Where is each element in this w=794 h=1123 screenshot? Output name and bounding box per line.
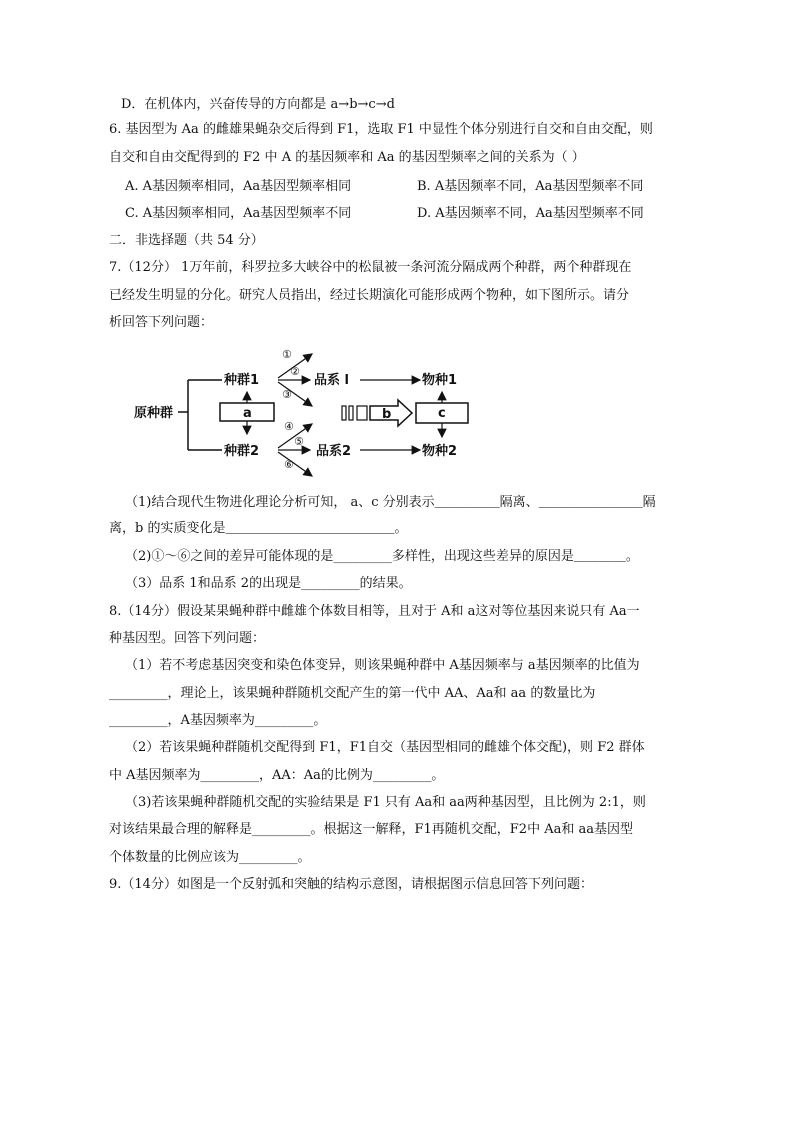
stripe-bar-3 <box>357 406 367 420</box>
q8-stem-line2: 种基因型。回答下列问题： <box>109 631 266 646</box>
speciation-diagram <box>130 340 475 480</box>
box-c-label: c <box>438 406 446 421</box>
q8-part1-line3: _________，A基因频率为_________。 <box>109 713 327 728</box>
mark-1: ① <box>282 348 292 361</box>
mark-6: ⑥ <box>284 458 294 471</box>
q6-option-d: D. A基因频率不同，Aa基因型频率不同 <box>417 206 644 221</box>
q8-part3-line3: 个体数量的比例应该为_________。 <box>109 850 311 865</box>
q8-part1-line2: _________，理论上，该果蝇种群随机交配产生的第一代中 AA、Aa和 aa 的数量比为 <box>109 686 596 701</box>
q8-part3-line1: （3)若该果蝇种群随机交配的实验结果是 F1 只有 Aa和 aa两种基因型，且比例为 2:1，则 <box>125 795 646 810</box>
strain-2-label: 品系2 <box>316 444 352 459</box>
species-1-label: 物种1 <box>422 373 458 388</box>
box-a-label: a <box>243 406 252 421</box>
q8-stem-line1: 8.（14分）假设某果蝇种群中雌雄个体数目相等，且对于 A和 a这对等位基因来说只有 Aa一 <box>109 604 640 619</box>
q6-stem-line1: 6. 基因型为 Aa 的雌雄果蝇杂交后得到 F1，选取 F1 中显性个体分别进行自交和自由交配，则 <box>109 122 653 137</box>
q6-option-c: C. A基因频率相同，Aa基因型频率不同 <box>125 206 352 221</box>
stripe-bar-2 <box>349 406 353 420</box>
q7-stem-line1: 7.（12分） 1万年前，科罗拉多大峡谷中的松鼠被一条河流分隔成两个种群，两个种群现在 <box>109 260 632 275</box>
q6-option-a: A. A基因频率相同，Aa基因型频率相同 <box>125 179 352 194</box>
species-2-label: 物种2 <box>422 444 458 459</box>
stripe-bar-1 <box>342 406 346 420</box>
mark-2: ② <box>290 365 300 378</box>
q6-stem-line2: 自交和自由交配得到的 F2 中 A 的基因频率和 Aa 的基因型频率之间的关系为（ ） <box>109 150 585 165</box>
origin-population-label: 原种群 <box>134 406 174 421</box>
population-2-label: 种群2 <box>224 444 260 459</box>
q8-part2-line2: 中 A基因频率为_________，AA：Aa的比例为_________。 <box>109 768 445 783</box>
origin-bracket <box>178 380 222 450</box>
q9-stem: 9.（14分）如图是一个反射弧和突触的结构示意图，请根据图示信息回答下列问题： <box>109 877 593 892</box>
mark-5: ⑤ <box>294 435 304 448</box>
q7-stem-line2: 已经发生明显的分化。研究人员指出，经过长期演化可能形成两个物种，如下图所示。请分 <box>109 288 630 303</box>
q6-option-b: B. A基因频率不同，Aa基因型频率不同 <box>417 179 644 194</box>
strain-1-label: 品系 l <box>314 373 349 388</box>
population-1-label: 种群1 <box>224 373 260 388</box>
mark-3: ③ <box>282 388 292 401</box>
q7-part1-line2: 离，b 的实质变化是＿＿＿＿＿＿＿＿＿＿＿＿＿。 <box>109 521 408 536</box>
q7-part1-line1: （1)结合现代生物进化理论分析可知， a、c 分别表示＿＿＿＿＿隔离、＿＿＿＿＿＿＿＿隔 <box>125 495 656 510</box>
q7-stem-line3: 析回答下列问题： <box>109 315 214 330</box>
block-arrow-b-label: b <box>382 407 392 422</box>
q7-part3: （3）品系 1和品系 2的出现是_________的结果。 <box>125 576 412 591</box>
q7-part2: （2)①～⑥之间的差异可能体现的是_________多样性，出现这些差异的原因是＿＿＿＿。 <box>125 549 639 564</box>
q8-part3-line2: 对该结果最合理的解释是_________。根据这一解释，F1再随机交配，F2中 Aa和 aa基因型 <box>109 822 633 837</box>
q5-option-d: D．在机体内，兴奋传导的方向都是 a→b→c→d <box>121 97 395 112</box>
section-heading: 二．非选择题（共 54 分） <box>109 233 264 248</box>
mark-4: ④ <box>284 420 294 433</box>
q8-part2-line1: （2）若该果蝇种群随机交配得到 F1，F1自交（基因型相同的雌雄个体交配)，则 F2 群体 <box>125 740 645 755</box>
q8-part1-line1: （1）若不考虑基因突变和染色体变异，则该果蝇种群中 A基因频率与 a基因频率的比值为 <box>125 658 640 673</box>
